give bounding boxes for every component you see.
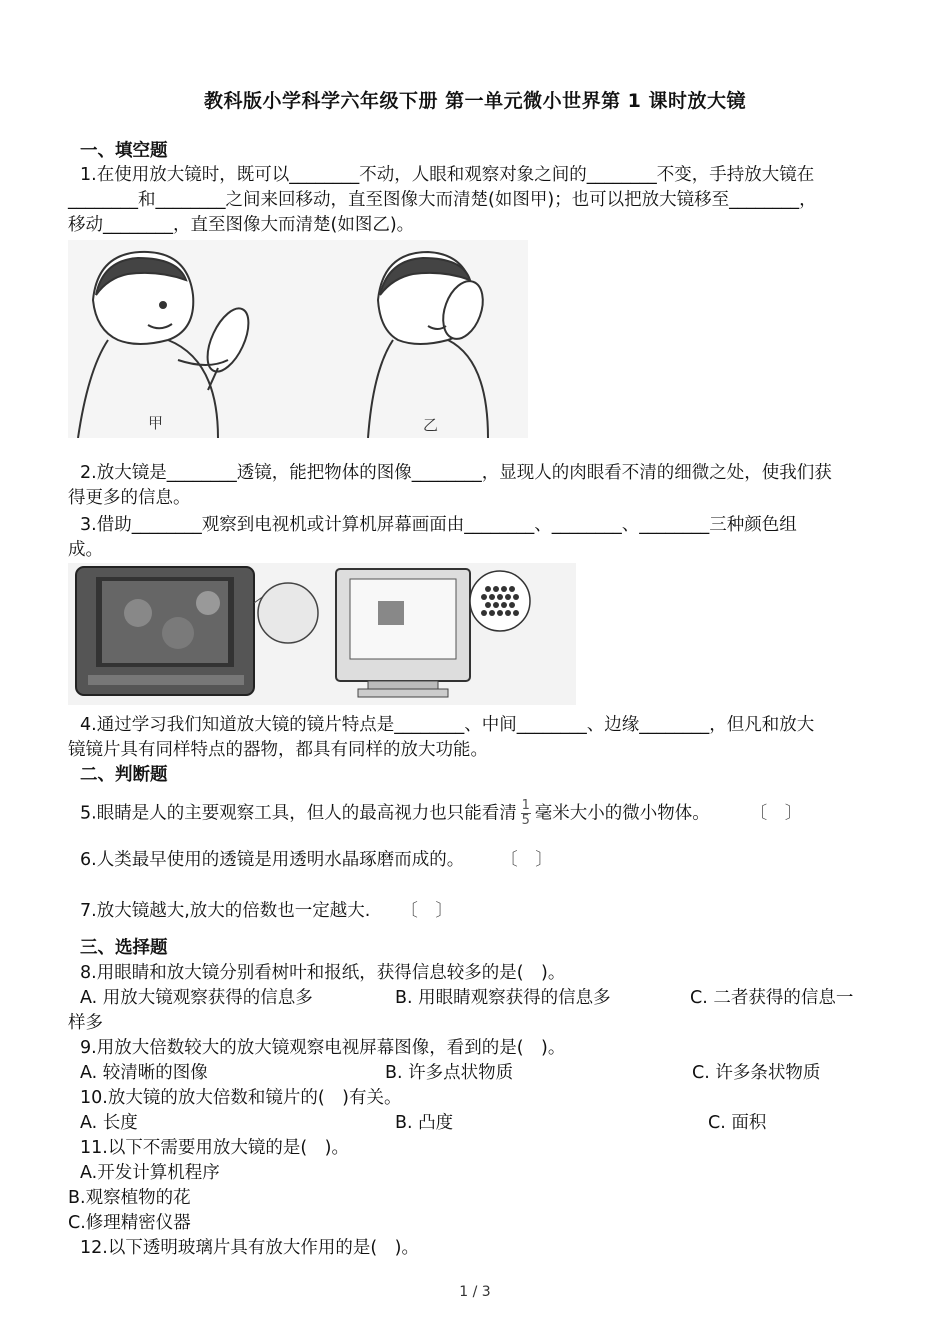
page-title: 教科版小学科学六年级下册 第一单元微小世界第 1 课时放大镜 — [203, 90, 747, 112]
q6-text: 6.人类最早使用的透镜是用透明水晶琢磨而成的。 — [80, 850, 465, 870]
q8-option-c-cont: 样多 — [68, 1013, 103, 1033]
q8-stem: 8.用眼睛和放大镜分别看树叶和报纸，获得信息较多的是( )。 — [80, 963, 566, 983]
q7-text: 7.放大镜越大,放大的倍数也一定越大. — [80, 901, 371, 921]
q2-line-2: 得更多的信息。 — [68, 488, 191, 508]
q9-option-b[interactable]: B. 许多点状物质 — [385, 1063, 514, 1083]
q9-option-a[interactable]: A. 较清晰的图像 — [80, 1063, 208, 1083]
q5-text-after: 毫米大小的微小物体。 — [534, 803, 710, 824]
q4-line-2: 镜镜片具有同样特点的器物，都具有同样的放大功能。 — [68, 740, 488, 760]
q6-answer-paren[interactable]: 〔 〕 — [500, 850, 553, 870]
q2-line-1: 2.放大镜是________透镜，能把物体的图像________，显现人的肉眼看不清的细微之处，使我们获 — [80, 463, 832, 483]
figure-label-b: 乙 — [423, 416, 439, 434]
q5-line — [80, 800, 802, 827]
q10-option-c[interactable]: C. 面积 — [708, 1113, 767, 1133]
q10-stem: 10.放大镜的放大倍数和镜片的( )有关。 — [80, 1088, 402, 1108]
q6-line — [80, 848, 553, 872]
q9-option-c[interactable]: C. 许多条状物质 — [692, 1063, 821, 1083]
q8-option-a[interactable]: A. 用放大镜观察获得的信息多 — [80, 988, 313, 1008]
q7-line — [80, 899, 453, 923]
q11-stem: 11.以下不需要用放大镜的是( )。 — [80, 1138, 349, 1158]
q10-option-b[interactable]: B. 凸度 — [395, 1113, 454, 1133]
q7-answer-paren[interactable]: 〔 〕 — [400, 901, 453, 921]
section-fill-in: 一、填空题 — [80, 141, 168, 161]
q5-fraction: $\frac{1}{5}$ — [521, 798, 530, 828]
q1-line-2: ________和________之间来回移动，直至图像大而清楚(如图甲)；也可以把放大镜移至________， — [68, 190, 817, 210]
q3-line-2: 成。 — [68, 540, 103, 560]
section-true-false: 二、判断题 — [80, 765, 168, 785]
screen-figure — [68, 563, 576, 705]
q10-option-a[interactable]: A. 长度 — [80, 1113, 138, 1133]
q9-stem: 9.用放大倍数较大的放大镜观察电视屏幕图像，看到的是( )。 — [80, 1038, 566, 1058]
q3-line-1: 3.借助________观察到电视机或计算机屏幕画面由________、________、________三种颜色组 — [80, 515, 797, 535]
q8-option-c[interactable]: C. 二者获得的信息一 — [690, 988, 854, 1008]
q8-option-b[interactable]: B. 用眼睛观察获得的信息多 — [395, 988, 611, 1008]
q5-text-before: 5.眼睛是人的主要观察工具，但人的最高视力也只能看清 — [80, 803, 517, 824]
q1-line-1: 1.在使用放大镜时，既可以________不动，人眼和观察对象之间的________不变，手持放大镜在 — [80, 165, 815, 185]
page-number: 1 / 3 — [459, 1284, 491, 1300]
figure-label-a: 甲 — [148, 414, 164, 432]
q4-line-1: 4.通过学习我们知道放大镜的镜片特点是________、中间________、边缘________，但凡和放大 — [80, 715, 815, 735]
monitor-illustration — [336, 569, 470, 697]
monitor-zoom-circle — [470, 571, 530, 631]
q5-answer-paren[interactable]: 〔 〕 — [749, 803, 803, 824]
q11-option-b[interactable]: B.观察植物的花 — [68, 1188, 191, 1208]
q1-line-3: 移动________，直至图像大而清楚(如图乙)。 — [68, 215, 415, 235]
tv-zoom-circle — [258, 583, 318, 643]
tv-illustration — [76, 567, 254, 695]
q11-option-a[interactable]: A.开发计算机程序 — [80, 1163, 220, 1183]
q11-option-c[interactable]: C.修理精密仪器 — [68, 1213, 191, 1233]
magnifier-figure — [68, 240, 528, 438]
section-multiple-choice: 三、选择题 — [80, 938, 168, 958]
q12-stem: 12.以下透明玻璃片具有放大作用的是( )。 — [80, 1238, 419, 1258]
